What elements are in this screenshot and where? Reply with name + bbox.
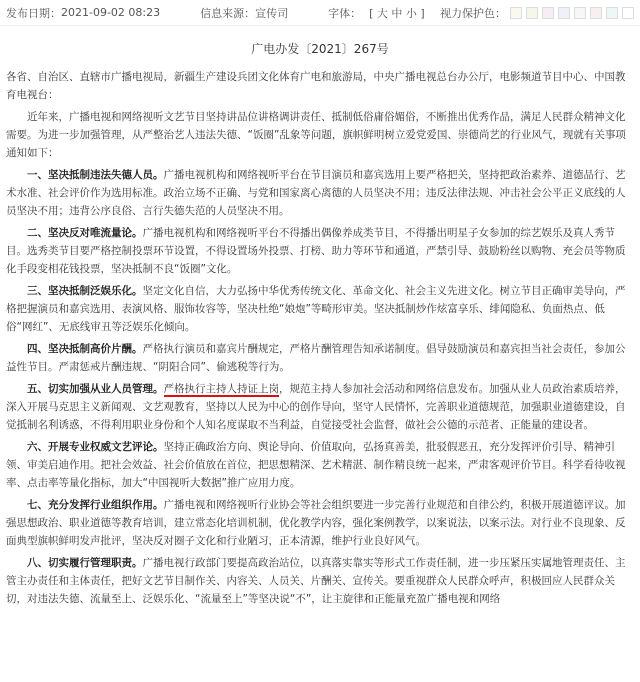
item-paragraph [6, 380, 630, 434]
item-body: 广播电视和网络视听行业协会等社会组织要进一步完善行业规范和自律公约，积极开展道德评议。加强思想政治、职业道德等教育培训，建立常态化培训机制，优化教学内容，强化案例教学，以案说法，以案示法。对行业不良现象、反面典型旗帜鲜明发声批评，坚决反对圈子文化和行业陋习，正本清源，维护行业良好风气。 [6, 499, 626, 547]
color-swatch[interactable] [574, 7, 586, 19]
item-body: 严格执行演员和嘉宾片酬规定，严格片酬管理告知承诺制度。倡导鼓励演员和嘉宾担当社会责任，参加公益性节目。严肃惩戒片酬违规、“阴阳合同”、偷逃税等行为。 [6, 343, 626, 373]
font-size-small[interactable]: 小 [405, 6, 417, 20]
item-body: 广播电视机构和网络视听平台不得播出偶像养成类节目，不得播出明星子女参加的综艺娱乐及真人秀节目。选秀类节目要严格控制投票环节设置，不得设置场外投票、打榜、助力等环节和通道，严禁引导、鼓励粉丝以购物、充会员等物质化手段变相花钱投票，坚决抵制不良“饭圈”文化。 [6, 227, 626, 275]
item-paragraph [6, 496, 630, 550]
font-size-large[interactable]: 大 [376, 6, 388, 20]
item-title: 二、坚决反对唯流量论。 [27, 227, 143, 239]
document-meta-bar [0, 0, 640, 26]
item-paragraph [6, 554, 630, 608]
color-swatch[interactable] [542, 7, 554, 19]
intro-paragraph: 近年来，广播电视和网络视听文艺节目坚持讲品位讲格调讲责任、抵制低俗庸俗媚俗，不断推出优秀作品，满足人民群众精神文化需要。为进一步加强管理，从严整治艺人违法失德、“饭圈”乱象等问题，旗帜鲜明树立爱党爱国、崇德尚艺的行业风气，现就有关事项通知如下： [6, 111, 626, 159]
color-swatch[interactable] [510, 7, 522, 19]
font-size-control: [ 大 中 小 ] [369, 6, 425, 20]
color-swatch[interactable] [590, 7, 602, 19]
source-value: 宣传司 [255, 6, 289, 20]
item-body: 广播电视机构和网络视听平台在节目演员和嘉宾选用上要严格把关，坚持把政治素养、道德品行、艺术水准、社会评价作为选用标准。政治立场不正确、与党和国家离心离德的人员坚决不用；违反法律法规、冲击社会公平正义底线的人员坚决不用；违背公序良俗、言行失德失范的人员坚决不用。 [6, 169, 626, 217]
document-body [6, 68, 630, 612]
item-body: 广播电视行政部门要提高政治站位，以真落实靠实等形式工作责任制，进一步压紧压实属地管理责任、主管主办责任和主体责任，把好文艺节目制作关、内容关、人员关、片酬关、宣传关。要重视群众人民群众呼声，积极回应人民群众关切，对违法失德、流量至上、泛娱乐化、“流量至上”等坚决说“不”，让主旋律和正能量充盈广播电视和网络 [6, 557, 626, 605]
item-title: 五、切实加强从业人员管理。 [27, 383, 164, 395]
font-size-medium[interactable]: 中 [391, 6, 403, 20]
font-size-label: 字体： [328, 6, 362, 20]
item-body: 坚定文化自信，大力弘扬中华优秀传统文化、革命文化、社会主义先进文化。树立节目正确审美导向，严格把握演员和嘉宾选用、表演风格、服饰妆容等，坚决杜绝“娘炮”等畸形审美。坚决抵制炒作炫富享乐、绯闻隐私、负面热点、低俗“网红”、无底线审丑等泛娱乐化倾向。 [6, 285, 626, 333]
item-title: 七、充分发挥行业组织作用。 [27, 499, 164, 511]
color-swatch[interactable] [622, 7, 634, 19]
item-paragraph [6, 166, 630, 220]
highlighted-phrase: 严格执行主持人持证上岗 [163, 383, 279, 395]
item-title: 六、开展专业权威文艺评论。 [27, 441, 164, 453]
color-swatch[interactable] [558, 7, 570, 19]
vision-protection [440, 5, 634, 21]
item-title: 四、坚决抵制高价片酬。 [27, 343, 143, 355]
publish-date: 2021-09-02 08:23 [61, 6, 161, 19]
publish-date-label: 发布日期： [6, 6, 61, 20]
item-title: 八、切实履行管理职责。 [27, 557, 143, 569]
item-title: 一、坚决抵制违法失德人员。 [27, 169, 164, 181]
source-label: 信息来源： [200, 6, 256, 20]
color-swatch[interactable] [606, 7, 618, 19]
item-title: 三、坚决抵制泛娱乐化。 [27, 285, 143, 297]
document-number: 广电办发〔2021〕267号 [251, 42, 389, 56]
color-swatch[interactable] [526, 7, 538, 19]
item-body: 坚持正确政治方向、舆论导向、价值取向，弘扬真善美，批驳假恶丑，充分发挥评价引导、精神引领、审美启迪作用。把社会效益、社会价值放在首位，把思想精深、艺术精湛、制作精良统一起来，严肃客观评价节目。科学看待收视率、点击率等量化指标，加大“中国视听大数据”推广应用力度。 [6, 441, 626, 489]
item-paragraph [6, 438, 630, 492]
item-body: ，规范主持人参加社会活动和网络信息发布。加强从业人员政治素质培养，深入开展马克思主义新闻观、文艺观教育，坚持以人民为中心的创作导向，坚守人民情怀，完善职业道德规范，加强职业道德建设，自觉抵制名利诱惑，不得利用职业身份和个人知名度谋取不当利益，自觉接受社会监督，做社会公德的示范者、正能量的建设者。 [6, 383, 626, 431]
vision-protection-label: 视力保护色： [440, 6, 506, 20]
item-paragraph [6, 282, 630, 336]
addressee: 各省、自治区、直辖市广播电视局，新疆生产建设兵团文化体育广电和旅游局，中央广播电视总台办公厅，电影频道节目中心、中国教育电视台： [6, 71, 626, 101]
item-paragraph [6, 340, 630, 376]
item-paragraph [6, 224, 630, 278]
